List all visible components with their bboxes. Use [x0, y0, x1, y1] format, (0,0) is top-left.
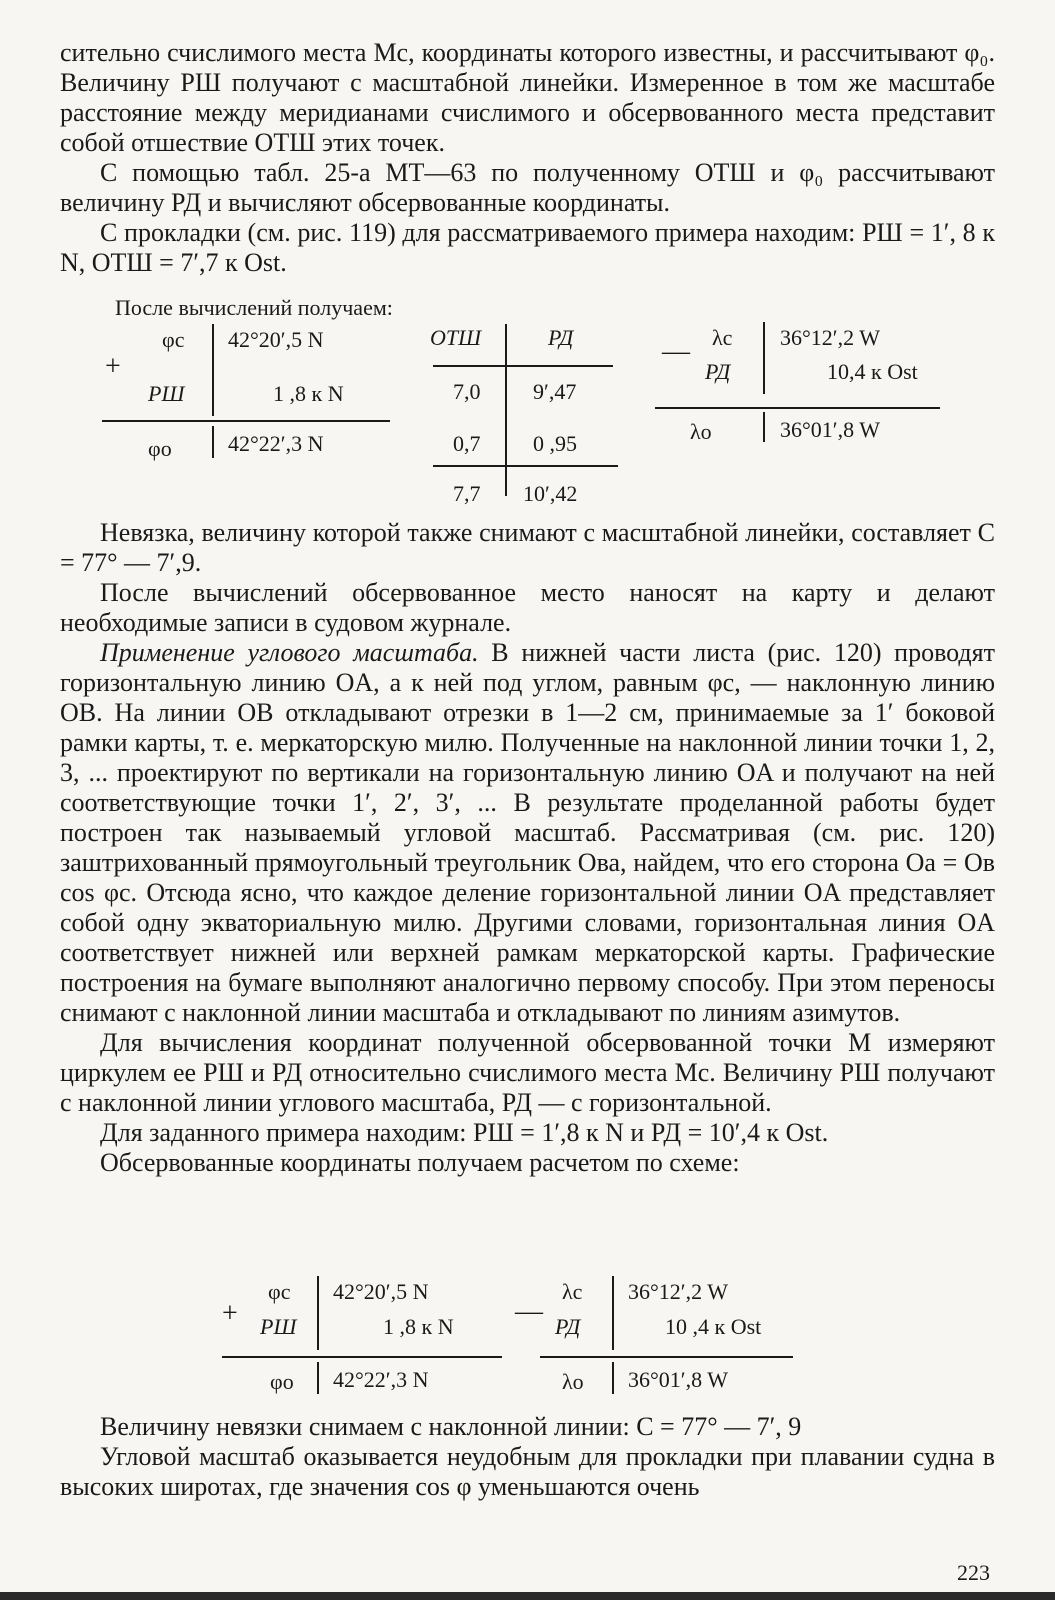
paragraph-5: После вычислений обсервованное место наносят на карту и делают необходимые записи в судовом журнале. [60, 578, 995, 637]
horizontal-rule [222, 1356, 502, 1358]
rd-label: РД [705, 359, 731, 384]
paragraph-11: Угловой масштаб оказывается неудобным для прокладки при плавании судна в высоких широтах, где значения cos φ уменьшаются очень [60, 1442, 995, 1501]
rd-header: РД [548, 325, 574, 350]
calc-intro: После вычислений получаем: [115, 295, 393, 320]
vertical-rule [763, 412, 765, 442]
vertical-rule [612, 1276, 614, 1350]
lambda-o-value: 36°01′,8 W [628, 1367, 728, 1392]
horizontal-rule [433, 465, 618, 467]
rd-row-2: 0 ,95 [533, 431, 577, 456]
phi-o-value: 42°22′,3 N [228, 431, 324, 456]
vertical-rule [763, 322, 765, 394]
phi-o-label: φо [148, 436, 172, 461]
lambda-c-label: λс [562, 1279, 583, 1304]
phi-c-label: φс [162, 327, 185, 352]
page-number: 223 [957, 1560, 990, 1585]
vertical-rule [317, 1362, 319, 1394]
paragraph-1: сительно счислимого места Mс, координаты которого известны, и рассчитывают φ₀. Величину РШ получают с масштабной линейки. Измеренное в том же масштабе расстояние между меридианами счислимого и обсервованного места представит собой отшествие ОТШ этих точек. [60, 38, 995, 157]
rd-label: РД [555, 1314, 581, 1339]
phi-c-value: 42°20′,5 N [228, 327, 324, 352]
rd-value: 10,4 к Ost [827, 359, 918, 384]
vertical-rule [505, 324, 507, 496]
paragraph-3: С прокладки (см. рис. 119) для рассматриваемого примера находим: РШ = 1′, 8 к N, ОТШ = 7′,7 к Ost. [60, 218, 995, 277]
horizontal-rule [433, 365, 613, 367]
rsh-value: 1 ,8 к N [273, 381, 344, 406]
lambda-o-label: λо [562, 1369, 584, 1394]
rd-value: 10 ,4 к Ost [665, 1314, 762, 1339]
horizontal-rule [655, 407, 940, 409]
minus-sign: — [662, 336, 690, 367]
paragraph-4: Невязка, величину которой также снимают с масштабной линейки, составляет C = 77° — 7′,9. [60, 518, 995, 577]
paragraph-10: Величину невязки снимаем с наклонной линии: C = 77° — 7′, 9 [100, 1412, 802, 1441]
rsh-label: РШ [260, 1314, 297, 1339]
phi-c-label: φс [268, 1279, 291, 1304]
paragraph-8: Для заданного примера находим: РШ = 1′,8 к N и РД = 10′,4 к Ost. [100, 1118, 829, 1147]
rsh-label: РШ [148, 381, 185, 406]
rsh-value: 1 ,8 к N [383, 1314, 454, 1339]
vertical-rule [212, 324, 214, 416]
text-block-top [60, 38, 995, 278]
lambda-c-value: 36°12′,2 W [628, 1279, 728, 1304]
rd-row-1: 9′,47 [533, 379, 577, 404]
vertical-rule [212, 426, 214, 458]
rd-total: 10′,42 [523, 481, 578, 506]
otsh-header: ОТШ [430, 325, 482, 350]
vertical-rule [612, 1362, 614, 1394]
paragraph-7: Для вычисления координат полученной обсервованной точки M измеряют циркулем ее РШ и РД относительно счислимого места Mс. Величину РШ получают с наклонной линии углового масштаба, РД — с горизонтальной. [60, 1028, 995, 1117]
minus-sign: — [515, 1296, 543, 1327]
lambda-o-label: λо [690, 419, 712, 444]
text-block-middle [60, 518, 995, 1178]
phi-o-value: 42°22′,3 N [333, 1367, 429, 1392]
vertical-rule [317, 1276, 319, 1350]
paragraph-9: Обсервованные координаты получаем расчетом по схеме: [100, 1148, 740, 1177]
lambda-c-value: 36°12′,2 W [780, 325, 880, 350]
otsh-total: 7,7 [453, 481, 481, 506]
plus-sign: + [222, 1298, 238, 1329]
paragraph-6-body: В нижней части листа (рис. 120) проводят горизонтальную линию OA, а к ней под углом, равным φс, — наклонную линию OB. На линии OB откладывают отрезки в 1—2 см, принимаемые за 1′ боковой рамки карты, т. е. меркаторскую милю. Полученные на наклонной линии точки 1, 2, 3, ... проектируют по вертикали на горизонтальную линию OA и получают на ней соответствующие точки 1′, 2′, 3′, ... В результате проделанной работы будет построен так называемый угловой масштаб. Рассматривая (см. рис. 120) заштрихованный прямоугольный треугольник Oва, найдем, что его сторона Oa = Oв cos φс. Отсюда ясно, что каждое деление горизонтальной линии OA представляет собой одну экваториальную милю. Другими словами, горизонтальная линия OA соответствует нижней или верхней рамкам меркаторской карты. Графические построения на бумаге выполняют аналогично первому способу. При этом переносы снимают с наклонной линии масштаба и откладывают по линиям азимутов. [60, 638, 995, 1027]
phi-o-label: φо [270, 1369, 294, 1394]
text-block-bottom [60, 1412, 995, 1502]
otsh-row-1: 7,0 [453, 379, 481, 404]
paragraph-6-lead: Применение углового масштаба. [100, 638, 479, 667]
paragraph-2: С помощью табл. 25-а МТ—63 по полученному ОТШ и φ₀ рассчитывают величину РД и вычисляют обсервованные координаты. [60, 158, 995, 217]
lambda-c-label: λс [712, 325, 733, 350]
horizontal-rule [102, 420, 390, 422]
horizontal-rule [540, 1356, 793, 1358]
phi-c-value: 42°20′,5 N [333, 1279, 429, 1304]
otsh-row-2: 0,7 [453, 431, 481, 456]
paragraph-6 [60, 638, 995, 1028]
plus-sign: + [105, 351, 121, 382]
lambda-o-value: 36°01′,8 W [780, 417, 880, 442]
scan-edge [0, 1592, 1055, 1600]
